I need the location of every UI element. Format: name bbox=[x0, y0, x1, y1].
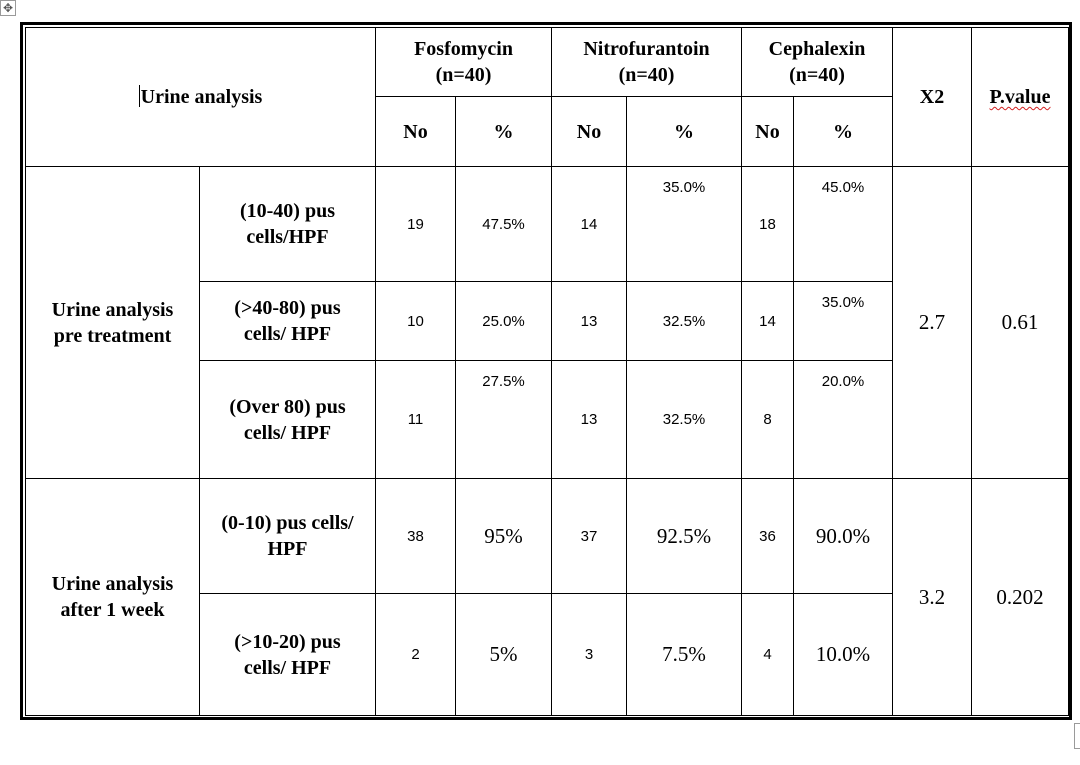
fos-pct-cell: 95% bbox=[456, 479, 552, 594]
fos-pct-header: % bbox=[456, 97, 552, 167]
cep-pct-cell: 45.0% bbox=[794, 167, 893, 282]
pvalue-header: P.value bbox=[972, 28, 1069, 167]
nit-pct-header: % bbox=[627, 97, 742, 167]
fos-no-cell: 38 bbox=[376, 479, 456, 594]
category-cell: (>10-20) pus cells/ HPF bbox=[200, 594, 376, 716]
cep-pct-header: % bbox=[794, 97, 893, 167]
nit-no-cell: 3 bbox=[552, 594, 627, 716]
group-header-fosfomycin: Fosfomycin (n=40) bbox=[376, 28, 552, 97]
category-cell: (>40-80) pus cells/ HPF bbox=[200, 282, 376, 361]
cep-no-cell: 18 bbox=[742, 167, 794, 282]
table-row bbox=[26, 479, 1069, 594]
x2-value-pre: 2.7 bbox=[893, 167, 972, 479]
category-cell: (10-40) pus cells/HPF bbox=[200, 167, 376, 282]
nit-no-header: No bbox=[552, 97, 627, 167]
fos-no-cell: 19 bbox=[376, 167, 456, 282]
text-cursor bbox=[139, 85, 140, 107]
pvalue-value-after: 0.202 bbox=[972, 479, 1069, 716]
fos-no-cell: 2 bbox=[376, 594, 456, 716]
cep-no-cell: 14 bbox=[742, 282, 794, 361]
cep-no-cell: 8 bbox=[742, 361, 794, 479]
table-resize-handle[interactable] bbox=[1074, 723, 1080, 749]
fos-no-cell: 10 bbox=[376, 282, 456, 361]
category-cell: (Over 80) pus cells/ HPF bbox=[200, 361, 376, 479]
cep-no-cell: 36 bbox=[742, 479, 794, 594]
pvalue-value-pre: 0.61 bbox=[972, 167, 1069, 479]
nit-no-cell: 13 bbox=[552, 282, 627, 361]
cep-pct-cell: 35.0% bbox=[794, 282, 893, 361]
cep-pct-cell: 90.0% bbox=[794, 479, 893, 594]
fos-no-header: No bbox=[376, 97, 456, 167]
cep-no-header: No bbox=[742, 97, 794, 167]
nit-no-cell: 14 bbox=[552, 167, 627, 282]
results-table bbox=[25, 27, 1069, 716]
nit-no-cell: 13 bbox=[552, 361, 627, 479]
fos-pct-cell: 27.5% bbox=[456, 361, 552, 479]
header-row-groups bbox=[26, 28, 1069, 97]
table-move-handle[interactable]: ✥ bbox=[0, 0, 16, 16]
category-cell: (0-10) pus cells/ HPF bbox=[200, 479, 376, 594]
fos-no-cell: 11 bbox=[376, 361, 456, 479]
fos-pct-cell: 5% bbox=[456, 594, 552, 716]
cep-pct-cell: 10.0% bbox=[794, 594, 893, 716]
group-header-cephalexin: Cephalexin (n=40) bbox=[742, 28, 893, 97]
nit-pct-cell: 35.0% bbox=[627, 167, 742, 282]
nit-pct-cell: 32.5% bbox=[627, 361, 742, 479]
cep-pct-cell: 20.0% bbox=[794, 361, 893, 479]
nit-pct-cell: 32.5% bbox=[627, 282, 742, 361]
nit-pct-cell: 92.5% bbox=[627, 479, 742, 594]
row-label-header[interactable]: Urine analysis bbox=[26, 28, 376, 167]
section-label-pre-treatment: Urine analysis pre treatment bbox=[26, 167, 200, 479]
nit-no-cell: 37 bbox=[552, 479, 627, 594]
fos-pct-cell: 47.5% bbox=[456, 167, 552, 282]
group-header-nitrofurantoin: Nitrofurantoin (n=40) bbox=[552, 28, 742, 97]
x2-header: X2 bbox=[893, 28, 972, 167]
cep-no-cell: 4 bbox=[742, 594, 794, 716]
x2-value-after: 3.2 bbox=[893, 479, 972, 716]
fos-pct-cell: 25.0% bbox=[456, 282, 552, 361]
table-row bbox=[26, 167, 1069, 282]
section-label-after-1-week: Urine analysis after 1 week bbox=[26, 479, 200, 716]
nit-pct-cell: 7.5% bbox=[627, 594, 742, 716]
